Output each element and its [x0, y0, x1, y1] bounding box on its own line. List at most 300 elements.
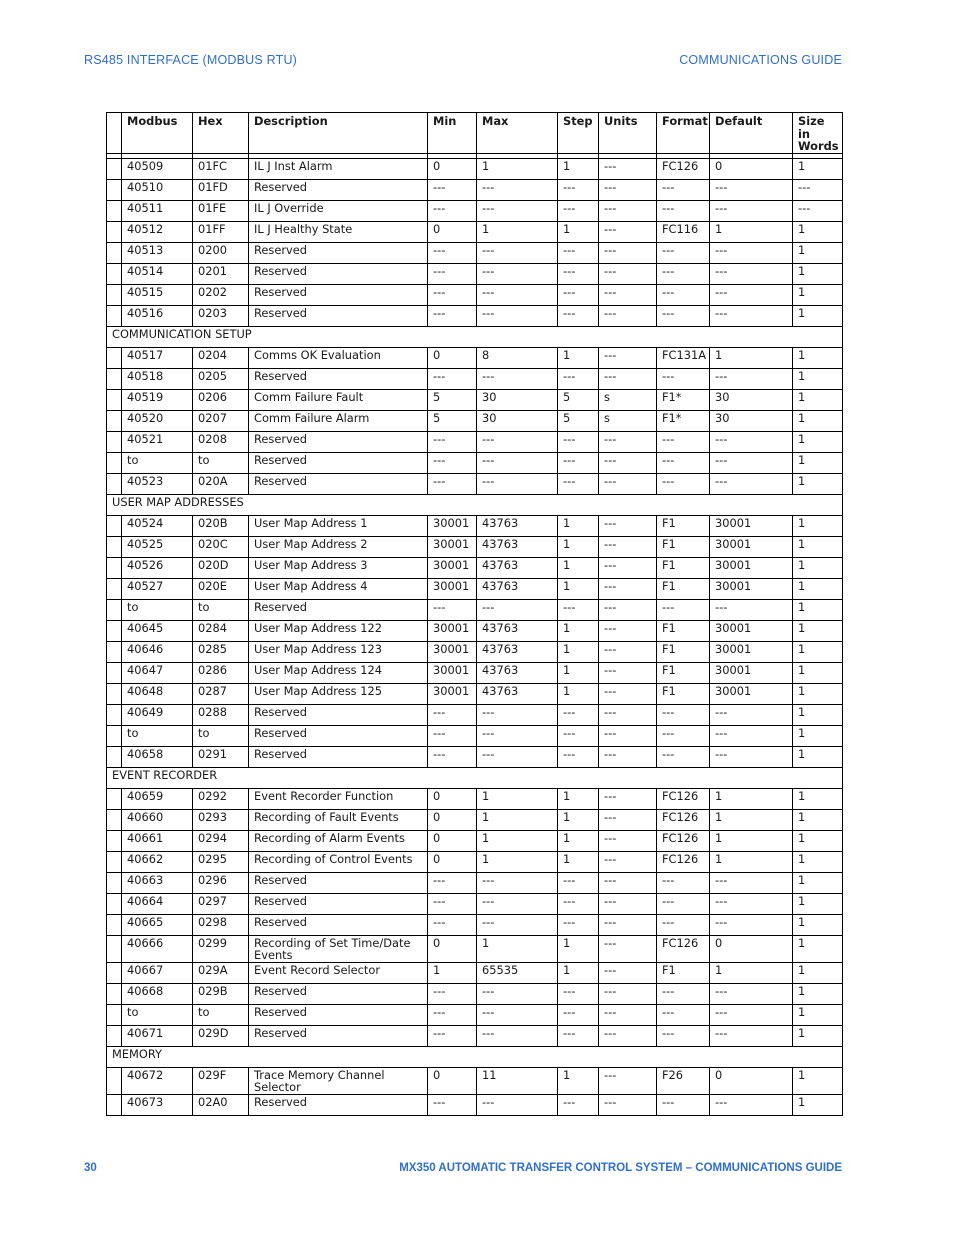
table-cell: 40658 [122, 746, 193, 767]
table-cell: 0 [428, 830, 477, 851]
table-cell: 0 [710, 935, 793, 962]
table-cell: 0294 [193, 830, 249, 851]
indent-cell [107, 809, 122, 830]
table-row [107, 599, 843, 620]
table-cell: 40659 [122, 788, 193, 809]
table-cell: 1 [477, 809, 558, 830]
table-cell: --- [599, 578, 657, 599]
table-cell: --- [599, 536, 657, 557]
table-cell: --- [599, 515, 657, 536]
table-row [107, 830, 843, 851]
table-cell: FC131A [657, 347, 710, 368]
table-cell: 1 [477, 851, 558, 872]
table-cell: to [122, 452, 193, 473]
table-cell: 0 [428, 851, 477, 872]
table-row [107, 788, 843, 809]
table-cell: FC116 [657, 221, 710, 242]
running-header-guide: COMMUNICATIONS GUIDE [679, 53, 842, 67]
table-cell: 0286 [193, 662, 249, 683]
indent-cell [107, 683, 122, 704]
table-cell: 0 [710, 1067, 793, 1094]
column-header: Hex [193, 113, 249, 154]
table-cell: --- [657, 263, 710, 284]
table-cell: 43763 [477, 683, 558, 704]
table-row [107, 200, 843, 221]
table-cell: 40524 [122, 515, 193, 536]
section-title: USER MAP ADDRESSES [107, 494, 843, 515]
table-row [107, 431, 843, 452]
table-cell: --- [558, 983, 599, 1004]
table-cell: 0 [428, 809, 477, 830]
column-header: Size in Words [793, 113, 843, 154]
table-cell: 1 [558, 662, 599, 683]
indent-cell [107, 410, 122, 431]
table-cell: 8 [477, 347, 558, 368]
table-cell: 0296 [193, 872, 249, 893]
table-cell: --- [710, 725, 793, 746]
table-cell: Reserved [249, 473, 428, 494]
indent-cell [107, 284, 122, 305]
table-cell: --- [428, 893, 477, 914]
table-cell: --- [599, 1094, 657, 1115]
table-cell: 30001 [428, 536, 477, 557]
table-cell: --- [428, 725, 477, 746]
table-cell: 1 [793, 473, 843, 494]
table-cell: to [193, 725, 249, 746]
table-cell: --- [558, 263, 599, 284]
table-cell: 30001 [710, 620, 793, 641]
table-cell: 40527 [122, 578, 193, 599]
table-cell: 0207 [193, 410, 249, 431]
table-cell: 1 [558, 347, 599, 368]
table-cell: --- [657, 368, 710, 389]
table-cell: --- [657, 1094, 710, 1115]
table-cell: 40667 [122, 962, 193, 983]
table-cell: --- [477, 452, 558, 473]
table-row [107, 368, 843, 389]
table-cell: 1 [793, 641, 843, 662]
table-cell: 1 [793, 1067, 843, 1094]
table-cell: 40671 [122, 1025, 193, 1046]
table-row [107, 914, 843, 935]
table-cell: 5 [428, 410, 477, 431]
table-cell: --- [710, 452, 793, 473]
table-cell: 029B [193, 983, 249, 1004]
table-cell: 1 [793, 746, 843, 767]
table-cell: 30 [710, 389, 793, 410]
indent-cell [107, 830, 122, 851]
table-cell: --- [428, 872, 477, 893]
table-cell: --- [599, 872, 657, 893]
table-cell: 1 [710, 830, 793, 851]
table-cell: 1 [793, 620, 843, 641]
table-cell: --- [599, 452, 657, 473]
table-cell: 40518 [122, 368, 193, 389]
table-cell: --- [477, 893, 558, 914]
table-cell: --- [657, 179, 710, 200]
table-cell: 1 [558, 158, 599, 179]
table-cell: 1 [710, 962, 793, 983]
table-cell: Reserved [249, 725, 428, 746]
table-row [107, 935, 843, 962]
table-cell: 40510 [122, 179, 193, 200]
table-cell: 30001 [428, 515, 477, 536]
table-cell: Event Recorder Function [249, 788, 428, 809]
indent-cell [107, 893, 122, 914]
table-cell: 020B [193, 515, 249, 536]
table-cell: 0 [428, 221, 477, 242]
table-row [107, 704, 843, 725]
table-cell: --- [599, 221, 657, 242]
table-row [107, 473, 843, 494]
table-cell: 01FC [193, 158, 249, 179]
table-cell: --- [428, 983, 477, 1004]
table-cell: --- [710, 983, 793, 1004]
table-cell: 020C [193, 536, 249, 557]
indent-cell [107, 983, 122, 1004]
table-cell: 1 [793, 914, 843, 935]
table-cell: --- [428, 704, 477, 725]
table-cell: 40666 [122, 935, 193, 962]
table-cell: --- [599, 893, 657, 914]
table-cell: 01FF [193, 221, 249, 242]
table-cell: 029F [193, 1067, 249, 1094]
table-cell: F1* [657, 410, 710, 431]
table-cell: --- [599, 1067, 657, 1094]
table-cell: --- [477, 746, 558, 767]
table-cell: --- [428, 473, 477, 494]
table-cell: 1 [793, 305, 843, 326]
table-cell: 1 [558, 851, 599, 872]
table-cell: 1 [710, 809, 793, 830]
indent-cell [107, 347, 122, 368]
indent-cell [107, 788, 122, 809]
table-cell: --- [558, 368, 599, 389]
indent-cell [107, 851, 122, 872]
table-cell: --- [558, 914, 599, 935]
table-cell: --- [477, 1094, 558, 1115]
table-cell: 1 [558, 809, 599, 830]
table-cell: 0298 [193, 914, 249, 935]
column-header: Default [710, 113, 793, 154]
table-cell: F1 [657, 515, 710, 536]
indent-cell [107, 200, 122, 221]
table-cell: Reserved [249, 893, 428, 914]
table-cell: User Map Address 2 [249, 536, 428, 557]
table-cell: 5 [558, 410, 599, 431]
table-cell: --- [477, 368, 558, 389]
table-cell: 40663 [122, 872, 193, 893]
table-cell: --- [710, 599, 793, 620]
table-row [107, 1094, 843, 1115]
table-cell: --- [428, 452, 477, 473]
table-cell: 1 [793, 242, 843, 263]
table-cell: 1 [793, 704, 843, 725]
table-cell: Comms OK Evaluation [249, 347, 428, 368]
table-cell: 0203 [193, 305, 249, 326]
table-cell: --- [657, 284, 710, 305]
table-cell: --- [599, 746, 657, 767]
indent-cell [107, 242, 122, 263]
table-cell: --- [477, 263, 558, 284]
table-cell: FC126 [657, 158, 710, 179]
table-cell: 43763 [477, 536, 558, 557]
table-cell: 0285 [193, 641, 249, 662]
table-cell: User Map Address 1 [249, 515, 428, 536]
table-cell: 40662 [122, 851, 193, 872]
table-cell: Comm Failure Fault [249, 389, 428, 410]
table-cell: 1 [793, 221, 843, 242]
table-cell: --- [599, 1025, 657, 1046]
indent-cell [107, 158, 122, 179]
table-row [107, 536, 843, 557]
table-cell: 40645 [122, 620, 193, 641]
table-cell: --- [477, 1004, 558, 1025]
table-cell: 40525 [122, 536, 193, 557]
table-cell: 1 [793, 158, 843, 179]
table-cell: to [122, 1004, 193, 1025]
table-cell: 0295 [193, 851, 249, 872]
table-cell: Reserved [249, 1004, 428, 1025]
table-cell: 30001 [428, 578, 477, 599]
table-cell: --- [710, 284, 793, 305]
table-cell: --- [599, 599, 657, 620]
table-cell: 1 [558, 788, 599, 809]
table-cell: 0 [710, 158, 793, 179]
indent-cell [107, 725, 122, 746]
indent-cell [107, 914, 122, 935]
table-cell: 30001 [428, 620, 477, 641]
table-cell: 1 [793, 368, 843, 389]
indent-cell [107, 662, 122, 683]
column-header: Format [657, 113, 710, 154]
table-cell: --- [477, 305, 558, 326]
indent-cell [107, 1004, 122, 1025]
indent-cell [107, 473, 122, 494]
table-cell: --- [477, 284, 558, 305]
table-cell: --- [558, 725, 599, 746]
table-cell: --- [558, 746, 599, 767]
table-row [107, 893, 843, 914]
table-cell: 1 [793, 1025, 843, 1046]
table-cell: FC126 [657, 809, 710, 830]
table-cell: --- [657, 473, 710, 494]
table-cell: Reserved [249, 983, 428, 1004]
table-cell: --- [710, 893, 793, 914]
table-cell: 40513 [122, 242, 193, 263]
table-cell: 1 [710, 347, 793, 368]
table-cell: 40672 [122, 1067, 193, 1094]
table-cell: --- [599, 962, 657, 983]
column-header: Step [558, 113, 599, 154]
table-cell: 0293 [193, 809, 249, 830]
table-cell: --- [599, 557, 657, 578]
table-cell: --- [710, 1025, 793, 1046]
indent-cell [107, 263, 122, 284]
table-cell: --- [428, 284, 477, 305]
table-cell: 1 [558, 515, 599, 536]
table-cell: --- [558, 1025, 599, 1046]
indent-cell [107, 536, 122, 557]
table-cell: 30 [477, 410, 558, 431]
table-cell: --- [599, 620, 657, 641]
section-title: COMMUNICATION SETUP [107, 326, 843, 347]
table-cell: 0206 [193, 389, 249, 410]
table-cell: 40519 [122, 389, 193, 410]
table-cell: 1 [558, 1067, 599, 1094]
table-cell: User Map Address 125 [249, 683, 428, 704]
table-cell: --- [710, 263, 793, 284]
table-cell: 0292 [193, 788, 249, 809]
table-cell: 01FD [193, 179, 249, 200]
table-cell: --- [428, 200, 477, 221]
table-row [107, 620, 843, 641]
indent-cell [107, 305, 122, 326]
table-cell: Reserved [249, 263, 428, 284]
table-cell: --- [428, 914, 477, 935]
table-cell: 40673 [122, 1094, 193, 1115]
table-cell: IL J Healthy State [249, 221, 428, 242]
table-cell: 1 [428, 962, 477, 983]
table-cell: User Map Address 4 [249, 578, 428, 599]
table-cell: to [193, 452, 249, 473]
table-body [107, 158, 843, 1115]
table-cell: --- [710, 431, 793, 452]
table-cell: 40649 [122, 704, 193, 725]
table-cell: 65535 [477, 962, 558, 983]
table-cell: 30001 [710, 557, 793, 578]
table-cell: 1 [793, 578, 843, 599]
table-cell: Reserved [249, 242, 428, 263]
table-cell: --- [657, 599, 710, 620]
table-cell: --- [710, 746, 793, 767]
table-cell: 02A0 [193, 1094, 249, 1115]
table-cell: 1 [793, 851, 843, 872]
table-cell: 0 [428, 1067, 477, 1094]
table-cell: 1 [558, 536, 599, 557]
table-cell: --- [657, 914, 710, 935]
table-cell: 40517 [122, 347, 193, 368]
table-row [107, 305, 843, 326]
table-cell: --- [657, 983, 710, 1004]
table-cell: 1 [793, 983, 843, 1004]
column-header: Max [477, 113, 558, 154]
table-cell: 30001 [428, 683, 477, 704]
table-cell: Recording of Set Time/Date Events [249, 935, 428, 962]
indent-cell [107, 1067, 122, 1094]
table-cell: 0 [428, 158, 477, 179]
table-cell: 1 [793, 263, 843, 284]
table-cell: 40648 [122, 683, 193, 704]
table-cell: to [122, 725, 193, 746]
table-cell: 1 [558, 683, 599, 704]
table-cell: --- [599, 473, 657, 494]
table-cell: 40514 [122, 263, 193, 284]
table-row [107, 515, 843, 536]
table-cell: --- [599, 704, 657, 725]
table-cell: --- [599, 1004, 657, 1025]
table-cell: --- [428, 368, 477, 389]
table-cell: --- [599, 305, 657, 326]
table-cell: 30001 [710, 662, 793, 683]
table-cell: 40511 [122, 200, 193, 221]
table-cell: 1 [558, 641, 599, 662]
table-cell: --- [428, 431, 477, 452]
table-cell: --- [599, 662, 657, 683]
table-cell: --- [710, 473, 793, 494]
table-cell: 1 [793, 788, 843, 809]
indent-cell [107, 1025, 122, 1046]
page-number: 30 [84, 1162, 97, 1174]
indent-cell [107, 515, 122, 536]
table-cell: 30001 [710, 641, 793, 662]
table-cell: --- [428, 599, 477, 620]
table-row [107, 872, 843, 893]
table-cell: 020D [193, 557, 249, 578]
table-cell: --- [710, 179, 793, 200]
table-cell: 1 [477, 158, 558, 179]
table-cell: User Map Address 3 [249, 557, 428, 578]
table-cell: --- [558, 452, 599, 473]
table-cell: --- [710, 200, 793, 221]
table-cell: --- [477, 200, 558, 221]
table-cell: 1 [793, 557, 843, 578]
table-cell: 0291 [193, 746, 249, 767]
table-cell: 1 [793, 962, 843, 983]
table-cell: --- [657, 725, 710, 746]
section-row [107, 1046, 843, 1067]
table-cell: F1 [657, 620, 710, 641]
table-cell: IL J Override [249, 200, 428, 221]
table-cell: --- [558, 893, 599, 914]
table-row [107, 662, 843, 683]
table-cell: 1 [558, 578, 599, 599]
table-cell: --- [793, 179, 843, 200]
table-cell: --- [599, 830, 657, 851]
table-cell: s [599, 389, 657, 410]
indent-cell [107, 389, 122, 410]
table-cell: --- [710, 704, 793, 725]
table-cell: --- [477, 872, 558, 893]
table-cell: --- [657, 452, 710, 473]
indent-cell [107, 431, 122, 452]
table-cell: 1 [793, 725, 843, 746]
table-cell: --- [428, 1025, 477, 1046]
table-row [107, 263, 843, 284]
table-cell: 0288 [193, 704, 249, 725]
table-cell: 0299 [193, 935, 249, 962]
table-cell: --- [599, 935, 657, 962]
table-cell: 0200 [193, 242, 249, 263]
table-cell: 30001 [710, 515, 793, 536]
table-cell: 30001 [428, 557, 477, 578]
table-cell: IL J Inst Alarm [249, 158, 428, 179]
table-cell: to [193, 599, 249, 620]
section-row [107, 767, 843, 788]
table-cell: 1 [793, 935, 843, 962]
table-cell: 020E [193, 578, 249, 599]
table-cell: --- [657, 242, 710, 263]
table-cell: Reserved [249, 431, 428, 452]
indent-cell [107, 872, 122, 893]
table-cell: --- [710, 368, 793, 389]
table-cell: --- [428, 746, 477, 767]
table-cell: --- [599, 158, 657, 179]
table-row [107, 557, 843, 578]
table-cell: --- [477, 431, 558, 452]
indent-cell [107, 368, 122, 389]
table-cell: 5 [558, 389, 599, 410]
